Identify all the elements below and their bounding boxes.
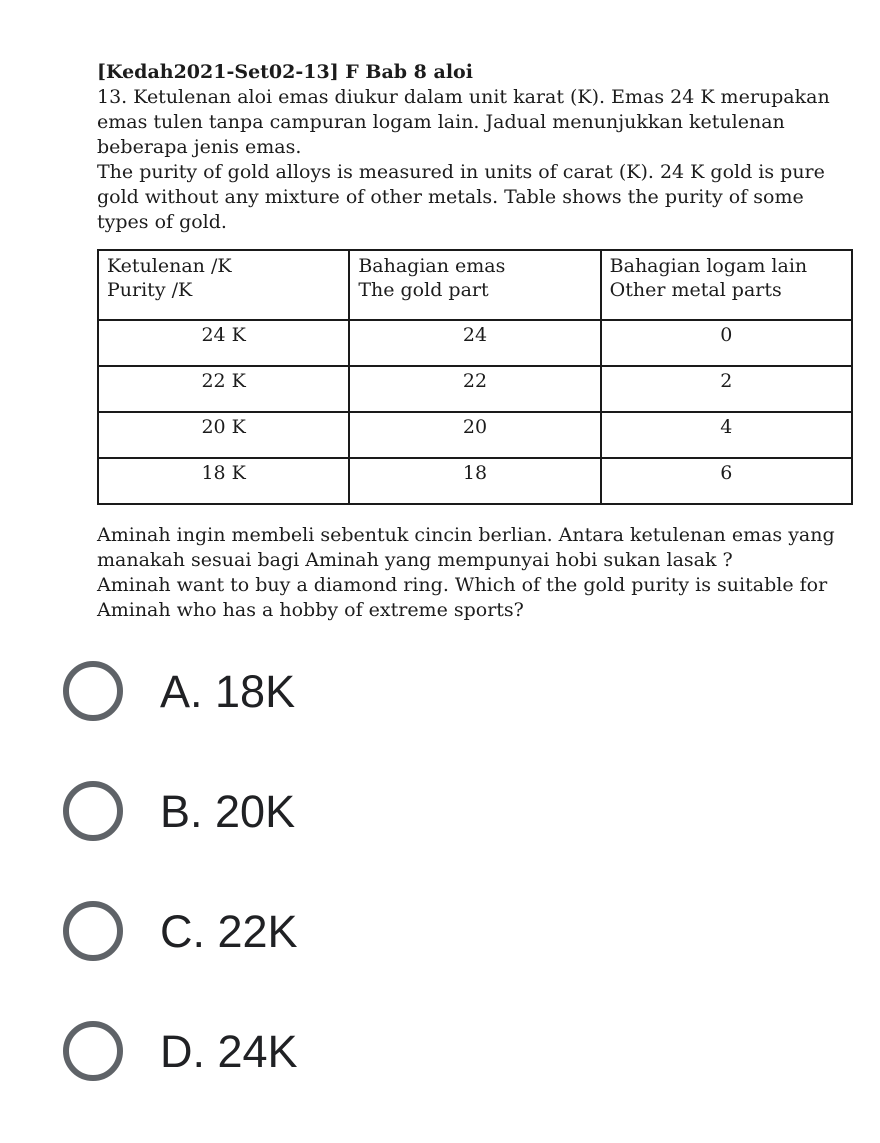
question-text-malay: 13. Ketulenan aloi emas diukur dalam unit karat (K). Emas 24 K merupakan emas tulen tanpa campuran logam lain. Jadual menunjukkan ketulenan beberapa jenis emas. [97, 86, 830, 158]
options-list [63, 661, 880, 1081]
option-c[interactable] [63, 901, 880, 961]
table-cell-other: 6 [601, 458, 852, 504]
table-cell-gold: 20 [349, 412, 600, 458]
radio-button-c[interactable] [63, 901, 123, 961]
table-header-purity [98, 250, 349, 320]
purity-table-body [98, 320, 852, 504]
table-cell-purity: 22 K [98, 366, 349, 412]
option-b-label[interactable]: B. 20K [160, 785, 296, 837]
option-d-label[interactable]: D. 24K [160, 1025, 298, 1077]
table-cell-gold: 18 [349, 458, 600, 504]
option-b[interactable] [63, 781, 880, 841]
table-cell-purity: 24 K [98, 320, 349, 366]
table-row-24k [98, 320, 852, 366]
table-cell-other: 4 [601, 412, 852, 458]
radio-button-a[interactable] [63, 661, 123, 721]
option-a[interactable] [63, 661, 880, 721]
table-cell-purity: 18 K [98, 458, 349, 504]
table-cell-gold: 22 [349, 366, 600, 412]
option-a-label[interactable]: A. 18K [160, 665, 296, 717]
purity-table-head [98, 250, 852, 320]
question-block [97, 60, 855, 235]
question-text-english: The purity of gold alloys is measured in units of carat (K). 24 K gold is pure gold without any mixture of other metals. Table shows the purity of some types of gold. [97, 161, 825, 233]
table-cell-gold: 24 [349, 320, 600, 366]
header-gold-line1: Bahagian emas [358, 255, 506, 277]
option-c-label[interactable]: C. 22K [160, 905, 298, 957]
table-row-20k [98, 412, 852, 458]
table-row-22k [98, 366, 852, 412]
header-purity-line1: Ketulenan /K [107, 255, 232, 277]
option-d[interactable] [63, 1021, 880, 1081]
table-row-18k [98, 458, 852, 504]
prompt-block [97, 523, 855, 623]
prompt-malay: Aminah ingin membeli sebentuk cincin berlian. Antara ketulenan emas yang manakah sesuai bagi Aminah yang mempunyai hobi sukan lasak ? [97, 524, 835, 571]
table-cell-other: 2 [601, 366, 852, 412]
prompt-english: Aminah want to buy a diamond ring. Which of the gold purity is suitable for Aminah who has a hobby of extreme sports? [97, 574, 828, 621]
table-header-row [98, 250, 852, 320]
purity-table [97, 249, 853, 505]
table-cell-purity: 20 K [98, 412, 349, 458]
header-purity-line2: Purity /K [107, 279, 193, 301]
radio-button-b[interactable] [63, 781, 123, 841]
table-header-other-metal [601, 250, 852, 320]
header-gold-line2: The gold part [358, 279, 489, 301]
question-tag: [Kedah2021-Set02-13] F Bab 8 aloi [97, 61, 473, 83]
table-header-gold-part [349, 250, 600, 320]
radio-button-d[interactable] [63, 1021, 123, 1081]
header-other-line2: Other metal parts [609, 279, 782, 301]
header-other-line1: Bahagian logam lain [609, 255, 808, 277]
table-cell-other: 0 [601, 320, 852, 366]
